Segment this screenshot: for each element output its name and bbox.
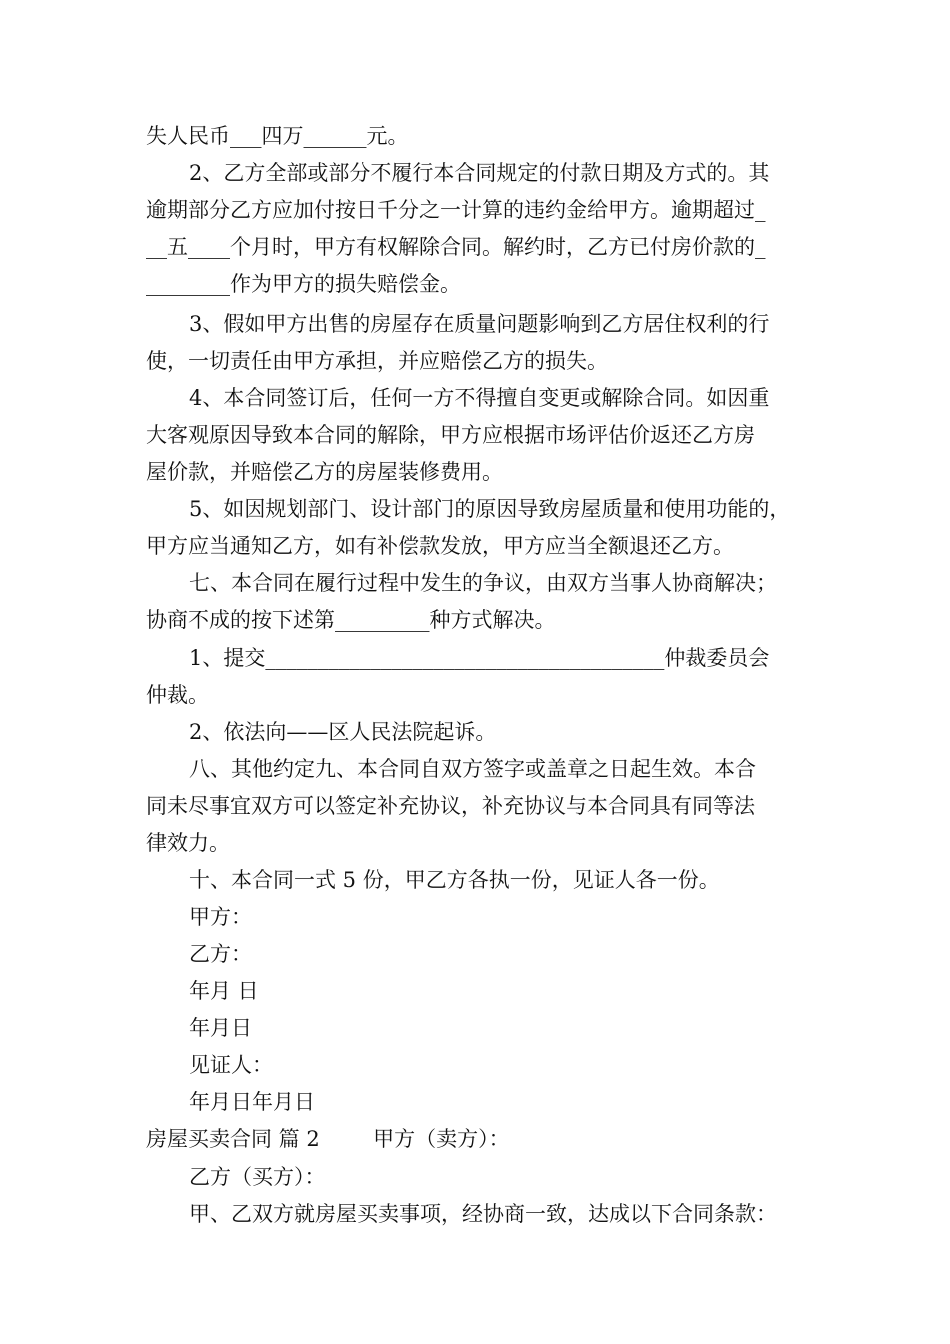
text-line: 仲裁。 xyxy=(146,683,209,707)
text-line: 使，一切责任由甲方承担，并应赔偿乙方的损失。 xyxy=(146,349,608,373)
text-line: 3、假如甲方出售的房屋存在质量问题影响到乙方居住权利的行 xyxy=(189,312,770,336)
section-heading: 房屋买卖合同 篇 2 甲方（卖方）： xyxy=(146,1127,510,1151)
text-line: 失人民币___四万______元。 xyxy=(146,124,409,148)
text-line: 乙方： xyxy=(189,942,252,966)
text-line: 见证人： xyxy=(189,1053,273,1077)
text-line: 逾期部分乙方应加付按日千分之一计算的违约金给甲方。逾期超过_ xyxy=(146,198,766,222)
text-line: 协商不成的按下述第_________种方式解决。 xyxy=(146,608,556,632)
text-line: 甲、乙双方就房屋买卖事项，经协商一致，达成以下合同条款： xyxy=(189,1202,777,1226)
text-line: 大客观原因导致本合同的解除，甲方应根据市场评估价返还乙方房 xyxy=(146,423,755,447)
text-line: 屋价款，并赔偿乙方的房屋装修费用。 xyxy=(146,460,503,484)
text-line: ________作为甲方的损失赔偿金。 xyxy=(146,272,461,296)
text-line: 1、提交______________________________________仲裁委员会 xyxy=(189,646,770,670)
text-line: 年月日 xyxy=(189,1016,252,1040)
text-line: 4、本合同签订后，任何一方不得擅自变更或解除合同。如因重 xyxy=(189,386,770,410)
text-line: 年月 日 xyxy=(189,979,259,1003)
text-line: 同未尽事宜双方可以签定补充协议，补充协议与本合同具有同等法 xyxy=(146,794,755,818)
text-line: 七、本合同在履行过程中发生的争议，由双方当事人协商解决； xyxy=(189,571,777,595)
text-line: 5、如因规划部门、设计部门的原因导致房屋质量和使用功能的， xyxy=(189,497,791,521)
text-line: 2、乙方全部或部分不履行本合同规定的付款日期及方式的。其 xyxy=(189,161,770,185)
text-line: 2、依法向——区人民法院起诉。 xyxy=(189,720,497,744)
text-line: 八、其他约定九、本合同自双方签字或盖章之日起生效。本合 xyxy=(189,757,756,781)
text-line: 甲方应当通知乙方，如有补偿款发放，甲方应当全额退还乙方。 xyxy=(146,534,734,558)
text-line: 十、本合同一式 5 份，甲乙方各执一份，见证人各一份。 xyxy=(189,868,720,892)
text-line: 年月日年月日 xyxy=(189,1090,315,1114)
text-line: 乙方（买方）： xyxy=(189,1165,326,1189)
text-line: __五____个月时，甲方有权解除合同。解约时，乙方已付房价款的_ xyxy=(146,235,766,259)
text-line: 律效力。 xyxy=(146,831,230,855)
text-line: 甲方： xyxy=(189,905,252,929)
